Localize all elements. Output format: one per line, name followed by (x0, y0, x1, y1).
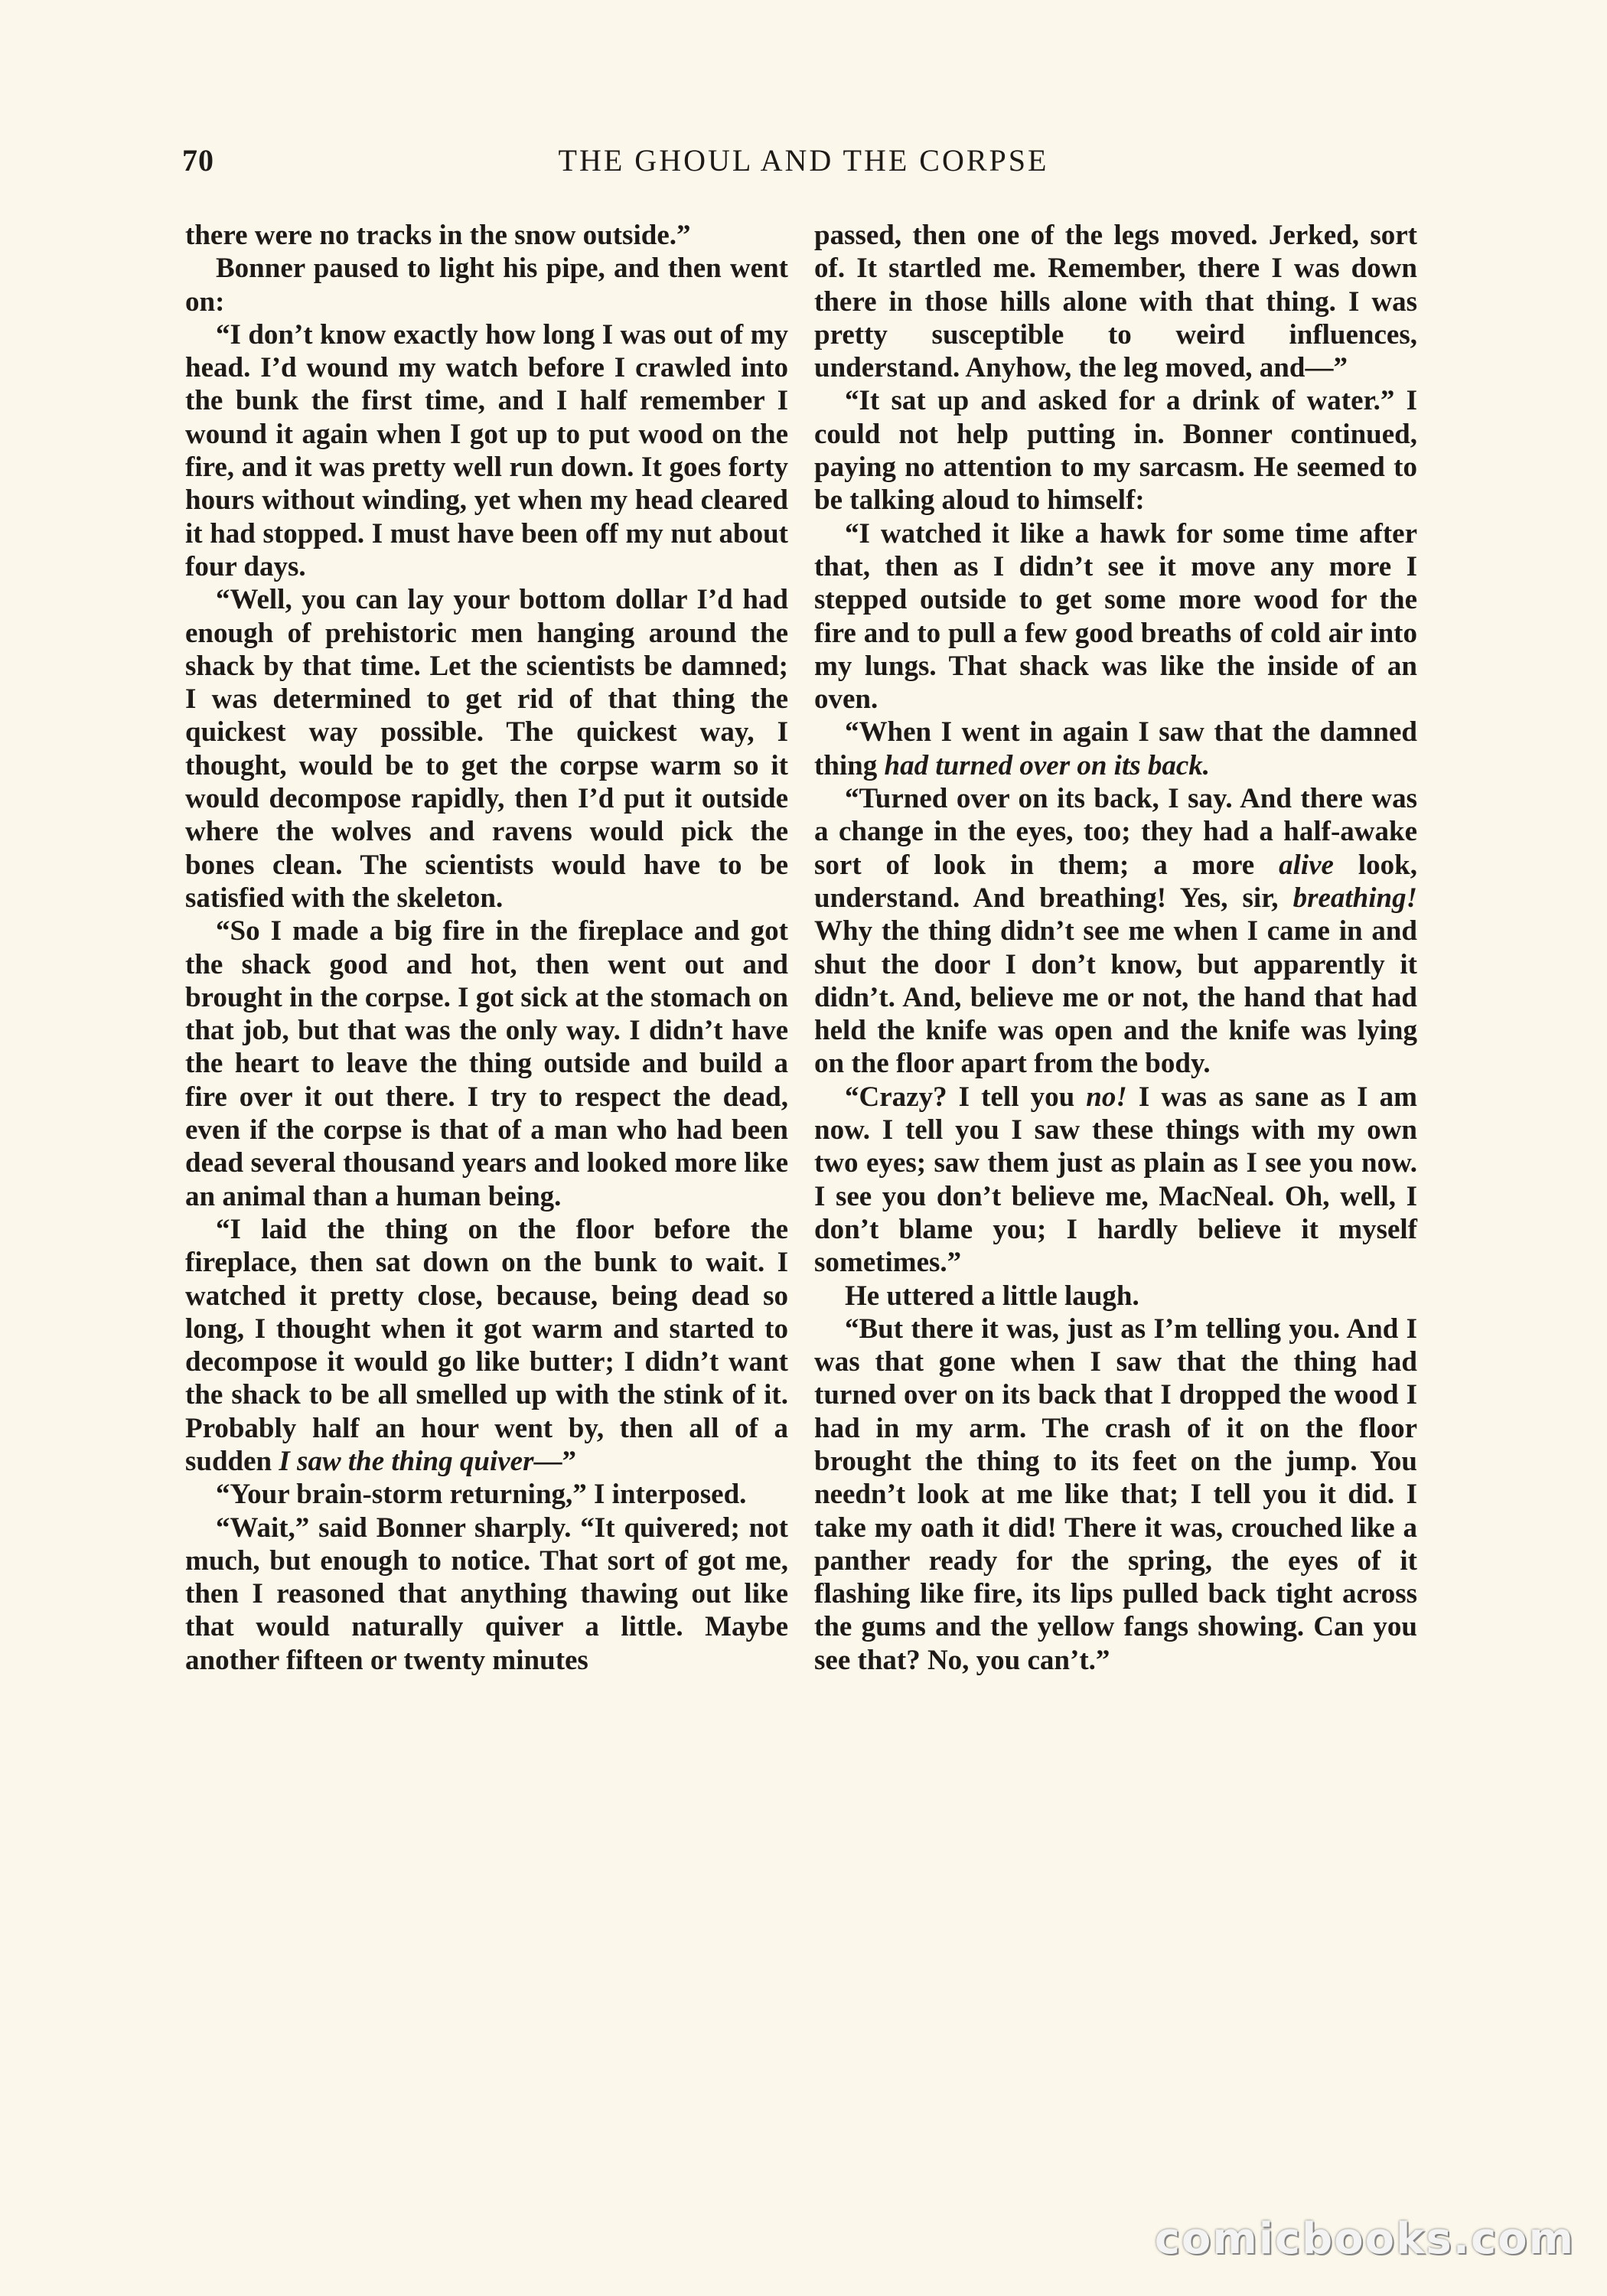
paragraph: “I watched it like a hawk for some time after that, then as I didn’t see it move any more I stepped outside to get some more wood for the fire and to pull a few good breaths of cold air into my lungs. That shack was like the inside of an oven. (814, 517, 1417, 716)
italic-text: had turned over on its back. (884, 749, 1211, 781)
paragraph: “But there it was, just as I’m telling you. And I was that gone when I saw that the thing had turned over on its back that I dropped the wood I had in my arm. The crash of it on the floor brought the thing to its feet on the jump. You needn’t look at me like that; I tell you it did. I take my oath it did! There it was, crouched like a panther ready for the spring, the eyes of it flashing like fire, its lips pulled back tight across the gums and the yellow fangs showing. Can you see that? No, you can’t.” (814, 1313, 1417, 1676)
left-column (185, 219, 788, 1677)
text-run: Why the thing didn’t see me when I came in and shut the door I don’t know, but apparently it didn’t. And, believe me or not, the hand that had held the knife was open and the knife was lying on the floor apart from the body. (814, 915, 1417, 1080)
running-title: THE GHOUL AND THE CORPSE (558, 143, 1049, 178)
text-run: “Turned over on its back, I say. And there was a change in the eyes, too; they had a half-awake sort of look in them; a more (814, 783, 1417, 881)
text-run: “Crazy? I tell you (845, 1081, 1087, 1113)
paragraph: “Well, you can lay your bottom dollar I’d had enough of prehistoric men hanging around the shack by that time. Let the scientists be damned; I was determined to get rid of that thing the quickest way possible. The quickest way, I thought, would be to get the corpse warm so it would decompose rapidly, then I’d put it outside where the wolves and ravens would pick the bones clean. The scientists would have to be satisfied with the skeleton. (185, 584, 788, 914)
right-column (814, 219, 1417, 1677)
paragraph: “I don’t know exactly how long I was out of my head. I’d wound my watch before I crawled into the bunk the first time, and I half remember I wound it again when I got up to put wood on the fire, and it was pretty well run down. It goes forty hours without winding, yet when my head cleared it had stopped. I must have been off my nut about four days. (185, 318, 788, 582)
paragraph: “So I made a big fire in the fireplace and got the shack good and hot, then went out and brought in the corpse. I got sick at the stomach on that job, but that was the only way. I didn’t have the heart to leave the thing outside and build a fire over it out there. I try to respect the dead, even if the corpse is that of a man who had been dead several thousand years and looked more like an animal than a human being. (185, 915, 788, 1212)
text-run: “I laid the thing on the floor before the fireplace, then sat down on the bunk to wait. I watched it pretty close, because, being dead so long, I thought when it got warm and started to decompose it would go like butter; I didn’t want the shack to be all smelled up with the stink of it. Probably half an hour went by, then all of a sudden (185, 1213, 788, 1477)
paragraph: “Wait,” said Bonner sharply. “It quivered; not much, but enough to notice. That sort of got me, then I reasoned that anything thawing out like that would naturally quiver a little. Maybe another fifteen or twenty minutes (185, 1512, 788, 1676)
page-header (182, 142, 1425, 188)
paragraph (814, 782, 1417, 1081)
text-run: look, understand. And breathing! Yes, sir, (814, 849, 1418, 914)
text-run: —” (533, 1445, 576, 1477)
paragraph: “Your brain-storm returning,” I interposed. (216, 1479, 747, 1511)
paragraph: “It sat up and asked for a drink of water.” I could not help putting in. Bonner continued, paying no attention to my sarcasm. He seemed to be talking aloud to himself: (814, 385, 1417, 517)
paragraph (185, 1213, 788, 1478)
paragraph: Bonner paused to light his pipe, and then went on: (185, 253, 788, 318)
watermark-logo: comicbooks.com (1154, 2214, 1575, 2264)
paragraph (814, 716, 1417, 782)
text-run: “When I went in again I saw that the damned thing (814, 716, 1417, 781)
paragraph: there were no tracks in the snow outside.” (185, 220, 691, 251)
paragraph: passed, then one of the legs moved. Jerked, sort of. It startled me. Remember, there I was down there in those hills alone with that thing. I was pretty susceptible to weird influences, understand. Anyhow, the leg moved, and—” (814, 220, 1417, 384)
italic-text: breathing! (1292, 882, 1417, 914)
paragraph: He uttered a little laugh. (845, 1280, 1139, 1312)
italic-text: I saw the thing quiver (279, 1445, 534, 1477)
text-run: I was as sane as I am now. I tell you I saw these things with my own two eyes; saw them just as plain as I see you now. I see you don’t believe me, MacNeal. Oh, well, I don’t blame you; I hardly believe it myself sometimes.” (814, 1081, 1417, 1279)
paragraph (814, 1081, 1417, 1280)
page-number: 70 (182, 143, 214, 178)
italic-text: alive (1279, 849, 1334, 881)
italic-text: no! (1086, 1081, 1127, 1113)
